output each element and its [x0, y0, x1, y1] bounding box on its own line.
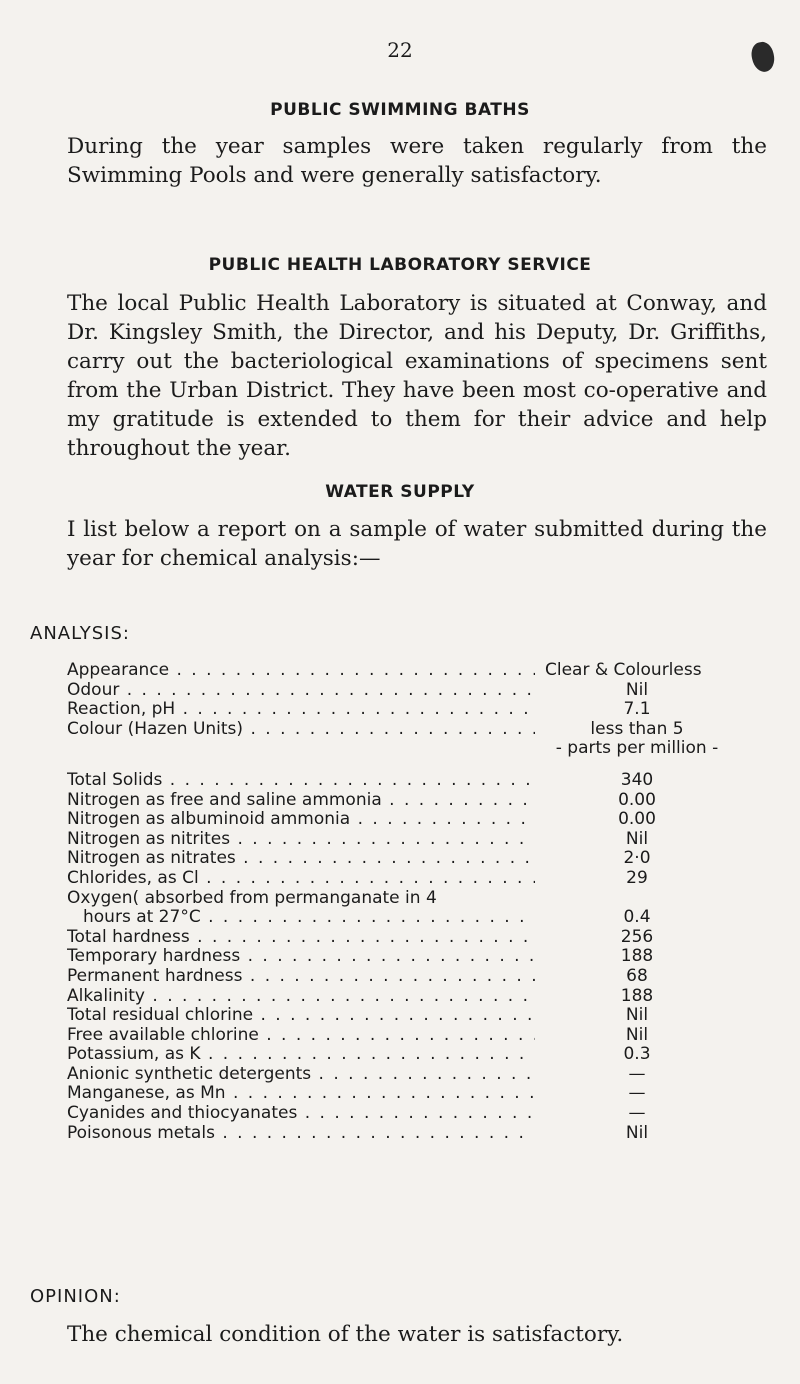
- opinion-label: OPINION:: [30, 1286, 121, 1307]
- analysis-row-label: Reaction, pH . . .: [67, 699, 535, 719]
- analysis-row: [67, 907, 767, 927]
- analysis-row-value: Nil: [625, 828, 649, 849]
- analysis-row: [67, 868, 767, 888]
- analysis-row: [67, 1083, 767, 1103]
- analysis-row-label: Nitrogen as free and saline ammonia . . .: [67, 790, 535, 810]
- heading-laboratory-service: PUBLIC HEALTH LABORATORY SERVICE: [208, 255, 592, 275]
- analysis-row-label: Nitrogen as nitrates . . .: [67, 848, 535, 868]
- analysis-row-value: 2·0: [623, 848, 651, 869]
- analysis-row-value: —: [628, 1063, 646, 1084]
- analysis-row: [67, 660, 767, 680]
- analysis-row-value: 0.3: [623, 1044, 651, 1065]
- analysis-row: [67, 986, 767, 1006]
- analysis-row: [67, 966, 767, 986]
- analysis-units-note: - parts per million -: [555, 738, 719, 759]
- analysis-row-value: Clear & Colourless: [545, 660, 702, 680]
- analysis-row-label: Chlorides, as Cl . . .: [67, 868, 535, 888]
- analysis-row-label: hours at 27°C . . .: [67, 907, 535, 927]
- paragraph-swimming-baths: During the year samples were taken regularly from the Swimming Pools and were generally satisfactory.: [67, 134, 767, 188]
- analysis-row: [67, 1025, 767, 1045]
- analysis-row-value: 256: [620, 926, 654, 947]
- analysis-row: [67, 1103, 767, 1123]
- analysis-row-label: Temporary hardness . . .: [67, 946, 535, 966]
- heading-swimming-baths: PUBLIC SWIMMING BATHS: [270, 100, 530, 120]
- analysis-row: [67, 770, 767, 790]
- analysis-row-value: 188: [620, 946, 654, 967]
- analysis-row-label: Anionic synthetic detergents . . .: [67, 1064, 535, 1084]
- analysis-row-label: Permanent hardness . . .: [67, 966, 535, 986]
- analysis-row-label: Potassium, as K . . .: [67, 1044, 535, 1064]
- analysis-row-value: Nil: [625, 1005, 649, 1026]
- analysis-row-label: Nitrogen as nitrites . . .: [67, 829, 535, 849]
- analysis-row: [67, 848, 767, 868]
- analysis-row: [67, 1005, 767, 1025]
- analysis-row-value: Nil: [625, 679, 649, 700]
- analysis-row-value: 68: [626, 965, 648, 986]
- analysis-row: [67, 809, 767, 829]
- analysis-row-label: Colour (Hazen Units) . . .: [67, 719, 535, 739]
- analysis-row-value: 0.00: [618, 809, 656, 830]
- analysis-row-label: Appearance . . .: [67, 660, 535, 680]
- page-number: 22: [387, 38, 413, 62]
- paragraph-water-supply: I list below a report on a sample of water submitted during the year for chemical analysis:—: [67, 517, 767, 571]
- analysis-row-value: —: [628, 1083, 646, 1104]
- analysis-row-label: Manganese, as Mn . . .: [67, 1083, 535, 1103]
- analysis-row-value: 29: [626, 867, 648, 888]
- analysis-row-label: Total residual chlorine . . .: [67, 1005, 535, 1025]
- analysis-label: ANALYSIS:: [30, 623, 130, 644]
- analysis-row-label: Nitrogen as albuminoid ammonia . . .: [67, 809, 535, 829]
- analysis-row: [67, 946, 767, 966]
- analysis-row-label: Oxygen( absorbed from permanganate in 4: [67, 887, 437, 908]
- analysis-row-value: 0.00: [618, 789, 656, 810]
- analysis-table: [67, 660, 767, 1142]
- analysis-row-value: Nil: [625, 1122, 649, 1143]
- analysis-row: [67, 790, 767, 810]
- analysis-row-value: less than 5: [590, 718, 684, 739]
- analysis-row: [67, 719, 767, 739]
- analysis-row: [67, 888, 767, 908]
- analysis-units-row: [67, 738, 767, 758]
- analysis-row-label: Cyanides and thiocyanates . . .: [67, 1103, 535, 1123]
- opinion-text: The chemical condition of the water is satisfactory.: [67, 1322, 624, 1347]
- analysis-row-value: 0.4: [623, 907, 651, 928]
- analysis-row-label: Alkalinity . . .: [67, 986, 535, 1006]
- analysis-row-value: 340: [620, 769, 654, 790]
- analysis-row: [67, 1044, 767, 1064]
- paragraph-laboratory-service: The local Public Health Laboratory is situated at Conway, and Dr. Kingsley Smith, the Director, and his Deputy, Dr. Griffiths, carry out the bacteriological examinations of specimens sent from the Urban District. They have been most co-operative and my gratitude is extended to them for their advice and help throughout the year.: [67, 291, 767, 461]
- heading-water-supply: WATER SUPPLY: [325, 482, 475, 502]
- analysis-row-value: 188: [620, 985, 654, 1006]
- analysis-row: [67, 829, 767, 849]
- analysis-row-label: Total hardness . . .: [67, 927, 535, 947]
- analysis-row: [67, 699, 767, 719]
- analysis-row: [67, 1064, 767, 1084]
- analysis-row-label: Poisonous metals . . .: [67, 1123, 535, 1143]
- analysis-row-value: Nil: [625, 1024, 649, 1045]
- analysis-row-label: Odour . . .: [67, 680, 535, 700]
- analysis-row-label: Total Solids . . .: [67, 770, 535, 790]
- analysis-row-label: Free available chlorine . . .: [67, 1025, 535, 1045]
- analysis-row-value: —: [628, 1103, 646, 1124]
- analysis-row: [67, 680, 767, 700]
- analysis-row: [67, 927, 767, 947]
- analysis-row-value: 7.1: [623, 699, 651, 720]
- analysis-row: [67, 1123, 767, 1143]
